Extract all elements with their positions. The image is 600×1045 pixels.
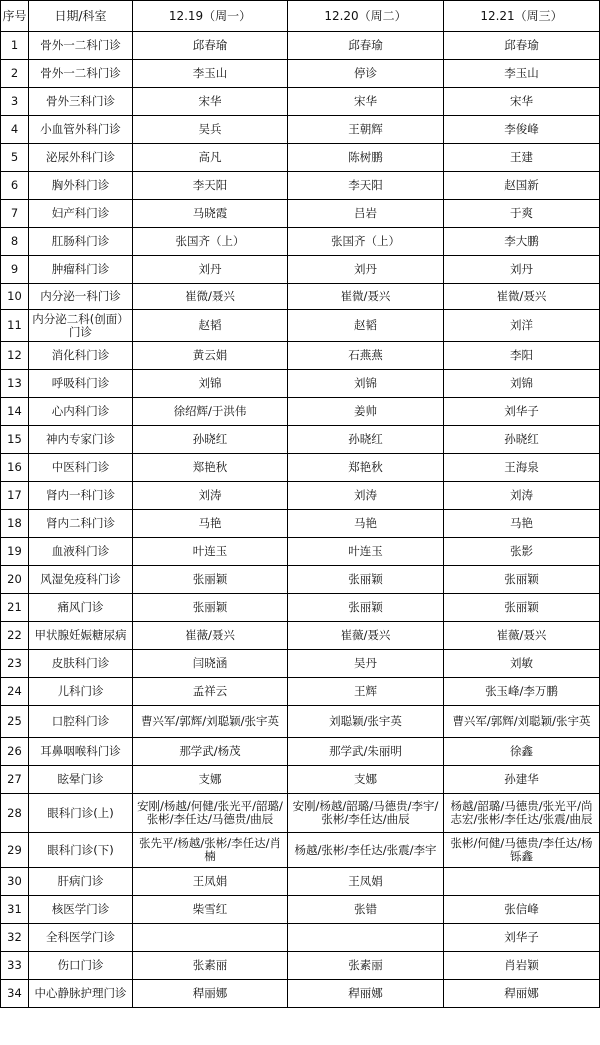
dept-cell: 皮肤科门诊: [29, 650, 133, 678]
day2-cell: 安刚/杨越/韶璐/马德贵/李宇/张彬/李任达/曲辰: [288, 794, 444, 833]
day1-cell: 叶连玉: [133, 538, 288, 566]
day2-cell: 崔微/聂兴: [288, 284, 444, 310]
day2-cell: 稈丽娜: [288, 980, 444, 1008]
dept-cell: 眼科门诊(上): [29, 794, 133, 833]
seq-cell: 1: [1, 32, 29, 60]
day2-cell: 马艳: [288, 510, 444, 538]
day2-cell: 李天阳: [288, 172, 444, 200]
seq-cell: 23: [1, 650, 29, 678]
dept-cell: 肿瘤科门诊: [29, 256, 133, 284]
day2-cell: 孙晓红: [288, 426, 444, 454]
day2-cell: [288, 924, 444, 952]
day1-cell: 李玉山: [133, 60, 288, 88]
seq-cell: 13: [1, 370, 29, 398]
table-row: [1, 342, 600, 370]
day1-cell: 崔薇/聂兴: [133, 622, 288, 650]
day3-cell: 张影: [444, 538, 600, 566]
seq-cell: 24: [1, 678, 29, 706]
day3-cell: 张丽颖: [444, 594, 600, 622]
table-row: [1, 706, 600, 738]
table-row: [1, 622, 600, 650]
day3-cell: 李俊峰: [444, 116, 600, 144]
header-day2: 12.20（周二）: [288, 1, 444, 32]
seq-cell: 33: [1, 952, 29, 980]
seq-cell: 34: [1, 980, 29, 1008]
day1-cell: 王凤娟: [133, 868, 288, 896]
day3-cell: 刘锦: [444, 370, 600, 398]
day2-cell: 王辉: [288, 678, 444, 706]
day1-cell: 李天阳: [133, 172, 288, 200]
day2-cell: 张国齐（上）: [288, 228, 444, 256]
day1-cell: 张素丽: [133, 952, 288, 980]
seq-cell: 25: [1, 706, 29, 738]
day2-cell: 吕岩: [288, 200, 444, 228]
day3-cell: 王海泉: [444, 454, 600, 482]
day3-cell: 刘敏: [444, 650, 600, 678]
day1-cell: 马晓霞: [133, 200, 288, 228]
day3-cell: 刘涛: [444, 482, 600, 510]
table-row: [1, 794, 600, 833]
header-dept: 日期/科室: [29, 1, 133, 32]
day1-cell: 赵韬: [133, 310, 288, 342]
day2-cell: 吴丹: [288, 650, 444, 678]
header-seq: 序号: [1, 1, 29, 32]
seq-cell: 22: [1, 622, 29, 650]
day1-cell: 宋华: [133, 88, 288, 116]
day1-cell: [133, 924, 288, 952]
dept-cell: 耳鼻咽喉科门诊: [29, 738, 133, 766]
seq-cell: 29: [1, 833, 29, 868]
day2-cell: 支娜: [288, 766, 444, 794]
table-row: [1, 144, 600, 172]
day3-cell: 孙建华: [444, 766, 600, 794]
day3-cell: 刘丹: [444, 256, 600, 284]
table-row: [1, 116, 600, 144]
day2-cell: 姜帅: [288, 398, 444, 426]
day1-cell: 张先平/杨越/张彬/李任达/肖楠: [133, 833, 288, 868]
day2-cell: 叶连玉: [288, 538, 444, 566]
day3-cell: 李玉山: [444, 60, 600, 88]
day2-cell: 宋华: [288, 88, 444, 116]
table-row: [1, 88, 600, 116]
seq-cell: 30: [1, 868, 29, 896]
day1-cell: 孟祥云: [133, 678, 288, 706]
day3-cell: [444, 868, 600, 896]
seq-cell: 19: [1, 538, 29, 566]
table-row: [1, 566, 600, 594]
day1-cell: 崔微/聂兴: [133, 284, 288, 310]
table-row: [1, 284, 600, 310]
day1-cell: 黄云娟: [133, 342, 288, 370]
dept-cell: 骨外三科门诊: [29, 88, 133, 116]
day3-cell: 孙晓红: [444, 426, 600, 454]
dept-cell: 核医学门诊: [29, 896, 133, 924]
day2-cell: 杨越/张彬/李任达/张震/李宇: [288, 833, 444, 868]
dept-cell: 儿科门诊: [29, 678, 133, 706]
seq-cell: 8: [1, 228, 29, 256]
table-row: [1, 538, 600, 566]
table-row: [1, 172, 600, 200]
table-row: [1, 228, 600, 256]
seq-cell: 2: [1, 60, 29, 88]
day1-cell: 孙晓红: [133, 426, 288, 454]
day2-cell: 陈树鹏: [288, 144, 444, 172]
dept-cell: 内分泌一科门诊: [29, 284, 133, 310]
dept-cell: 骨外一二科门诊: [29, 60, 133, 88]
day3-cell: 王建: [444, 144, 600, 172]
dept-cell: 中医科门诊: [29, 454, 133, 482]
dept-cell: 中心静脉护理门诊: [29, 980, 133, 1008]
day2-cell: 张素丽: [288, 952, 444, 980]
day3-cell: 徐鑫: [444, 738, 600, 766]
day3-cell: 杨越/韶璐/马德贵/张光平/尚志宏/张彬/李任达/张震/曲辰: [444, 794, 600, 833]
day1-cell: 曹兴军/郭辉/刘聪颖/张宇英: [133, 706, 288, 738]
seq-cell: 12: [1, 342, 29, 370]
table-row: [1, 482, 600, 510]
day1-cell: 那学武/杨茂: [133, 738, 288, 766]
header-row: [1, 1, 600, 32]
seq-cell: 21: [1, 594, 29, 622]
seq-cell: 3: [1, 88, 29, 116]
day1-cell: 邱春瑜: [133, 32, 288, 60]
dept-cell: 神内专家门诊: [29, 426, 133, 454]
seq-cell: 4: [1, 116, 29, 144]
seq-cell: 28: [1, 794, 29, 833]
day3-cell: 稈丽娜: [444, 980, 600, 1008]
seq-cell: 32: [1, 924, 29, 952]
dept-cell: 眩晕门诊: [29, 766, 133, 794]
day1-cell: 郑艳秋: [133, 454, 288, 482]
table-row: [1, 738, 600, 766]
day3-cell: 张丽颖: [444, 566, 600, 594]
day2-cell: 邱春瑜: [288, 32, 444, 60]
day1-cell: 支娜: [133, 766, 288, 794]
table-row: [1, 868, 600, 896]
table-row: [1, 32, 600, 60]
day2-cell: 崔薇/聂兴: [288, 622, 444, 650]
day1-cell: 柴雪红: [133, 896, 288, 924]
day2-cell: 石燕燕: [288, 342, 444, 370]
dept-cell: 口腔科门诊: [29, 706, 133, 738]
seq-cell: 31: [1, 896, 29, 924]
seq-cell: 14: [1, 398, 29, 426]
table-row: [1, 60, 600, 88]
day2-cell: 王凤娟: [288, 868, 444, 896]
day3-cell: 张玉峰/李万鹏: [444, 678, 600, 706]
day1-cell: 闫晓涵: [133, 650, 288, 678]
day2-cell: 那学武/朱丽明: [288, 738, 444, 766]
day3-cell: 刘华子: [444, 924, 600, 952]
table-row: [1, 650, 600, 678]
day1-cell: 刘涛: [133, 482, 288, 510]
seq-cell: 16: [1, 454, 29, 482]
table-row: [1, 200, 600, 228]
table-row: [1, 370, 600, 398]
day1-cell: 张丽颖: [133, 594, 288, 622]
header-day3: 12.21（周三）: [444, 1, 600, 32]
day1-cell: 吴兵: [133, 116, 288, 144]
day1-cell: 马艳: [133, 510, 288, 538]
day2-cell: 赵韬: [288, 310, 444, 342]
dept-cell: 血液科门诊: [29, 538, 133, 566]
dept-cell: 小血管外科门诊: [29, 116, 133, 144]
table-row: [1, 454, 600, 482]
seq-cell: 20: [1, 566, 29, 594]
seq-cell: 7: [1, 200, 29, 228]
dept-cell: 妇产科门诊: [29, 200, 133, 228]
seq-cell: 26: [1, 738, 29, 766]
table-row: [1, 594, 600, 622]
dept-cell: 风湿免疫科门诊: [29, 566, 133, 594]
dept-cell: 骨外一二科门诊: [29, 32, 133, 60]
day2-cell: 王朝辉: [288, 116, 444, 144]
table-row: [1, 924, 600, 952]
day3-cell: 肖岩颖: [444, 952, 600, 980]
dept-cell: 肛肠科门诊: [29, 228, 133, 256]
dept-cell: 痛风门诊: [29, 594, 133, 622]
day1-cell: 高凡: [133, 144, 288, 172]
dept-cell: 甲状腺妊娠糖尿病: [29, 622, 133, 650]
dept-cell: 肾内一科门诊: [29, 482, 133, 510]
dept-cell: 胸外科门诊: [29, 172, 133, 200]
seq-cell: 27: [1, 766, 29, 794]
day3-cell: 刘华子: [444, 398, 600, 426]
seq-cell: 15: [1, 426, 29, 454]
day1-cell: 刘丹: [133, 256, 288, 284]
day1-cell: 稈丽娜: [133, 980, 288, 1008]
dept-cell: 肝病门诊: [29, 868, 133, 896]
day3-cell: 邱春瑜: [444, 32, 600, 60]
day2-cell: 停诊: [288, 60, 444, 88]
day2-cell: 刘丹: [288, 256, 444, 284]
seq-cell: 9: [1, 256, 29, 284]
dept-cell: 眼科门诊(下): [29, 833, 133, 868]
dept-cell: 伤口门诊: [29, 952, 133, 980]
table-row: [1, 896, 600, 924]
dept-cell: 内分泌二科(创面）门诊: [29, 310, 133, 342]
table-row: [1, 256, 600, 284]
table-row: [1, 510, 600, 538]
table-row: [1, 310, 600, 342]
day3-cell: 张信峰: [444, 896, 600, 924]
day3-cell: 于爽: [444, 200, 600, 228]
day2-cell: 张丽颖: [288, 566, 444, 594]
day2-cell: 刘涛: [288, 482, 444, 510]
dept-cell: 心内科门诊: [29, 398, 133, 426]
day1-cell: 安刚/杨越/何健/张光平/韶璐/张彬/李任达/马德贵/曲辰: [133, 794, 288, 833]
table-row: [1, 952, 600, 980]
day3-cell: 宋华: [444, 88, 600, 116]
seq-cell: 10: [1, 284, 29, 310]
seq-cell: 6: [1, 172, 29, 200]
day3-cell: 刘洋: [444, 310, 600, 342]
dept-cell: 消化科门诊: [29, 342, 133, 370]
day2-cell: 张丽颖: [288, 594, 444, 622]
dept-cell: 全科医学门诊: [29, 924, 133, 952]
day2-cell: 刘锦: [288, 370, 444, 398]
table-row: [1, 398, 600, 426]
day3-cell: 李大鹏: [444, 228, 600, 256]
table-row: [1, 980, 600, 1008]
seq-cell: 5: [1, 144, 29, 172]
day3-cell: 李阳: [444, 342, 600, 370]
table-row: [1, 833, 600, 868]
dept-cell: 肾内二科门诊: [29, 510, 133, 538]
day1-cell: 张国齐（上）: [133, 228, 288, 256]
dept-cell: 呼吸科门诊: [29, 370, 133, 398]
day2-cell: 张错: [288, 896, 444, 924]
day3-cell: 马艳: [444, 510, 600, 538]
seq-cell: 17: [1, 482, 29, 510]
day1-cell: 张丽颖: [133, 566, 288, 594]
dept-cell: 泌尿外科门诊: [29, 144, 133, 172]
day3-cell: 曹兴军/郭辉/刘聪颖/张宇英: [444, 706, 600, 738]
day2-cell: 刘聪颖/张宇英: [288, 706, 444, 738]
seq-cell: 18: [1, 510, 29, 538]
seq-cell: 11: [1, 310, 29, 342]
day3-cell: 张彬/何健/马德贵/李任达/杨铄鑫: [444, 833, 600, 868]
header-day1: 12.19（周一）: [133, 1, 288, 32]
table-row: [1, 766, 600, 794]
day2-cell: 郑艳秋: [288, 454, 444, 482]
table-row: [1, 426, 600, 454]
day3-cell: 崔微/聂兴: [444, 284, 600, 310]
day1-cell: 刘锦: [133, 370, 288, 398]
table-row: [1, 678, 600, 706]
day3-cell: 崔薇/聂兴: [444, 622, 600, 650]
day1-cell: 徐绍辉/于洪伟: [133, 398, 288, 426]
day3-cell: 赵国新: [444, 172, 600, 200]
